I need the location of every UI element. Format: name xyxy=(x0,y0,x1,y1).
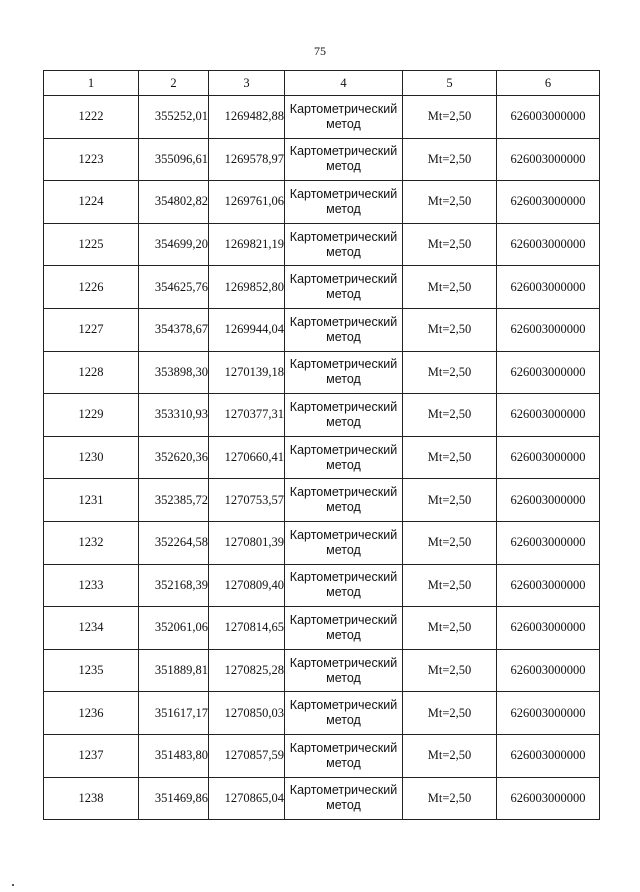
method-line-2: метод xyxy=(326,542,361,557)
point-number-cell: 1236 xyxy=(44,692,139,735)
y-coordinate-cell: 1270660,41 xyxy=(209,436,285,479)
method-line-1: Картометрический xyxy=(289,144,398,159)
x-coordinate-cell: 353310,93 xyxy=(139,394,209,437)
y-coordinate-cell: 1270857,59 xyxy=(209,734,285,777)
method-line-2: метод xyxy=(326,585,361,600)
x-coordinate-cell: 354699,20 xyxy=(139,223,209,266)
method-cell xyxy=(285,308,403,351)
x-coordinate-cell: 352061,06 xyxy=(139,607,209,650)
accuracy-cell: Mt=2,50 xyxy=(403,564,497,607)
code-cell: 626003000000 xyxy=(497,479,600,522)
method-cell xyxy=(285,649,403,692)
table-row xyxy=(44,649,600,692)
header-cell: 5 xyxy=(403,71,497,96)
accuracy-cell: Mt=2,50 xyxy=(403,394,497,437)
header-cell: 3 xyxy=(209,71,285,96)
point-number-cell: 1235 xyxy=(44,649,139,692)
method-line-1: Картометрический xyxy=(289,527,398,542)
accuracy-cell: Mt=2,50 xyxy=(403,479,497,522)
y-coordinate-cell: 1270809,40 xyxy=(209,564,285,607)
code-cell: 626003000000 xyxy=(497,777,600,820)
method-line-2: метод xyxy=(326,500,361,515)
y-coordinate-cell: 1269821,19 xyxy=(209,223,285,266)
point-number-cell: 1224 xyxy=(44,181,139,224)
y-coordinate-cell: 1270139,18 xyxy=(209,351,285,394)
code-cell: 626003000000 xyxy=(497,181,600,224)
code-cell: 626003000000 xyxy=(497,649,600,692)
method-line-2: метод xyxy=(326,287,361,302)
table-header xyxy=(44,71,600,96)
x-coordinate-cell: 355252,01 xyxy=(139,96,209,139)
point-number-cell: 1227 xyxy=(44,308,139,351)
y-coordinate-cell: 1269761,06 xyxy=(209,181,285,224)
method-cell xyxy=(285,181,403,224)
code-cell: 626003000000 xyxy=(497,351,600,394)
header-cell: 4 xyxy=(285,71,403,96)
accuracy-cell: Mt=2,50 xyxy=(403,777,497,820)
y-coordinate-cell: 1269852,80 xyxy=(209,266,285,309)
method-line-1: Картометрический xyxy=(289,783,398,798)
code-cell: 626003000000 xyxy=(497,266,600,309)
code-cell: 626003000000 xyxy=(497,436,600,479)
scan-speck xyxy=(12,884,14,886)
method-line-1: Картометрический xyxy=(289,740,398,755)
method-cell xyxy=(285,521,403,564)
method-line-2: метод xyxy=(326,329,361,344)
y-coordinate-cell: 1270753,57 xyxy=(209,479,285,522)
method-cell xyxy=(285,777,403,820)
table-body xyxy=(44,96,600,820)
code-cell: 626003000000 xyxy=(497,734,600,777)
y-coordinate-cell: 1270825,28 xyxy=(209,649,285,692)
method-line-2: метод xyxy=(326,414,361,429)
method-line-2: метод xyxy=(326,457,361,472)
method-cell xyxy=(285,138,403,181)
accuracy-cell: Mt=2,50 xyxy=(403,181,497,224)
point-number-cell: 1226 xyxy=(44,266,139,309)
accuracy-cell: Mt=2,50 xyxy=(403,649,497,692)
code-cell: 626003000000 xyxy=(497,564,600,607)
table-row xyxy=(44,692,600,735)
code-cell: 626003000000 xyxy=(497,308,600,351)
accuracy-cell: Mt=2,50 xyxy=(403,308,497,351)
x-coordinate-cell: 355096,61 xyxy=(139,138,209,181)
x-coordinate-cell: 351469,86 xyxy=(139,777,209,820)
code-cell: 626003000000 xyxy=(497,223,600,266)
method-line-2: метод xyxy=(326,798,361,813)
accuracy-cell: Mt=2,50 xyxy=(403,436,497,479)
method-line-1: Картометрический xyxy=(289,442,398,457)
method-line-2: метод xyxy=(326,713,361,728)
method-line-1: Картометрический xyxy=(289,485,398,500)
table-row xyxy=(44,777,600,820)
table-row xyxy=(44,351,600,394)
accuracy-cell: Mt=2,50 xyxy=(403,266,497,309)
method-cell xyxy=(285,607,403,650)
table-row xyxy=(44,564,600,607)
y-coordinate-cell: 1270801,39 xyxy=(209,521,285,564)
x-coordinate-cell: 352168,39 xyxy=(139,564,209,607)
accuracy-cell: Mt=2,50 xyxy=(403,734,497,777)
method-line-2: метод xyxy=(326,670,361,685)
x-coordinate-cell: 351889,81 xyxy=(139,649,209,692)
code-cell: 626003000000 xyxy=(497,692,600,735)
table-row xyxy=(44,394,600,437)
x-coordinate-cell: 352264,58 xyxy=(139,521,209,564)
accuracy-cell: Mt=2,50 xyxy=(403,692,497,735)
y-coordinate-cell: 1269944,04 xyxy=(209,308,285,351)
method-line-1: Картометрический xyxy=(289,357,398,372)
method-line-1: Картометрический xyxy=(289,314,398,329)
method-line-1: Картометрический xyxy=(289,186,398,201)
method-line-2: метод xyxy=(326,116,361,131)
y-coordinate-cell: 1270377,31 xyxy=(209,394,285,437)
point-number-cell: 1230 xyxy=(44,436,139,479)
method-line-1: Картометрический xyxy=(289,612,398,627)
method-line-1: Картометрический xyxy=(289,229,398,244)
header-cell: 2 xyxy=(139,71,209,96)
y-coordinate-cell: 1269578,97 xyxy=(209,138,285,181)
method-line-2: метод xyxy=(326,244,361,259)
x-coordinate-cell: 352620,36 xyxy=(139,436,209,479)
x-coordinate-cell: 352385,72 xyxy=(139,479,209,522)
table-row xyxy=(44,266,600,309)
table-row xyxy=(44,734,600,777)
method-cell xyxy=(285,734,403,777)
code-cell: 626003000000 xyxy=(497,138,600,181)
method-line-1: Картометрический xyxy=(289,698,398,713)
point-number-cell: 1233 xyxy=(44,564,139,607)
method-cell xyxy=(285,436,403,479)
table-row xyxy=(44,223,600,266)
header-cell: 1 xyxy=(44,71,139,96)
y-coordinate-cell: 1269482,88 xyxy=(209,96,285,139)
table-row xyxy=(44,521,600,564)
method-line-1: Картометрический xyxy=(289,272,398,287)
point-number-cell: 1229 xyxy=(44,394,139,437)
x-coordinate-cell: 353898,30 xyxy=(139,351,209,394)
x-coordinate-cell: 351617,17 xyxy=(139,692,209,735)
method-line-2: метод xyxy=(326,755,361,770)
accuracy-cell: Mt=2,50 xyxy=(403,607,497,650)
code-cell: 626003000000 xyxy=(497,96,600,139)
method-line-2: метод xyxy=(326,627,361,642)
method-line-2: метод xyxy=(326,372,361,387)
table-row xyxy=(44,96,600,139)
method-cell xyxy=(285,479,403,522)
x-coordinate-cell: 354625,76 xyxy=(139,266,209,309)
table-row xyxy=(44,436,600,479)
point-number-cell: 1232 xyxy=(44,521,139,564)
method-line-2: метод xyxy=(326,201,361,216)
method-cell xyxy=(285,394,403,437)
accuracy-cell: Mt=2,50 xyxy=(403,223,497,266)
header-row xyxy=(44,71,600,96)
y-coordinate-cell: 1270850,03 xyxy=(209,692,285,735)
header-cell: 6 xyxy=(497,71,600,96)
accuracy-cell: Mt=2,50 xyxy=(403,521,497,564)
point-number-cell: 1225 xyxy=(44,223,139,266)
point-number-cell: 1231 xyxy=(44,479,139,522)
method-line-2: метод xyxy=(326,159,361,174)
code-cell: 626003000000 xyxy=(497,607,600,650)
method-line-1: Картометрический xyxy=(289,101,398,116)
point-number-cell: 1228 xyxy=(44,351,139,394)
code-cell: 626003000000 xyxy=(497,394,600,437)
x-coordinate-cell: 351483,80 xyxy=(139,734,209,777)
point-number-cell: 1237 xyxy=(44,734,139,777)
y-coordinate-cell: 1270865,04 xyxy=(209,777,285,820)
method-cell xyxy=(285,351,403,394)
method-line-1: Картометрический xyxy=(289,570,398,585)
point-number-cell: 1238 xyxy=(44,777,139,820)
code-cell: 626003000000 xyxy=(497,521,600,564)
y-coordinate-cell: 1270814,65 xyxy=(209,607,285,650)
table-row xyxy=(44,138,600,181)
point-number-cell: 1222 xyxy=(44,96,139,139)
table-row xyxy=(44,607,600,650)
method-cell xyxy=(285,96,403,139)
table-row xyxy=(44,479,600,522)
accuracy-cell: Mt=2,50 xyxy=(403,96,497,139)
x-coordinate-cell: 354378,67 xyxy=(139,308,209,351)
page-number: 75 xyxy=(314,44,326,58)
method-cell xyxy=(285,266,403,309)
coordinates-table xyxy=(43,70,600,820)
x-coordinate-cell: 354802,82 xyxy=(139,181,209,224)
method-cell xyxy=(285,564,403,607)
point-number-cell: 1234 xyxy=(44,607,139,650)
method-cell xyxy=(285,692,403,735)
method-line-1: Картометрический xyxy=(289,655,398,670)
point-number-cell: 1223 xyxy=(44,138,139,181)
method-cell xyxy=(285,223,403,266)
accuracy-cell: Mt=2,50 xyxy=(403,138,497,181)
table-row xyxy=(44,308,600,351)
method-line-1: Картометрический xyxy=(289,399,398,414)
table-row xyxy=(44,181,600,224)
accuracy-cell: Mt=2,50 xyxy=(403,351,497,394)
